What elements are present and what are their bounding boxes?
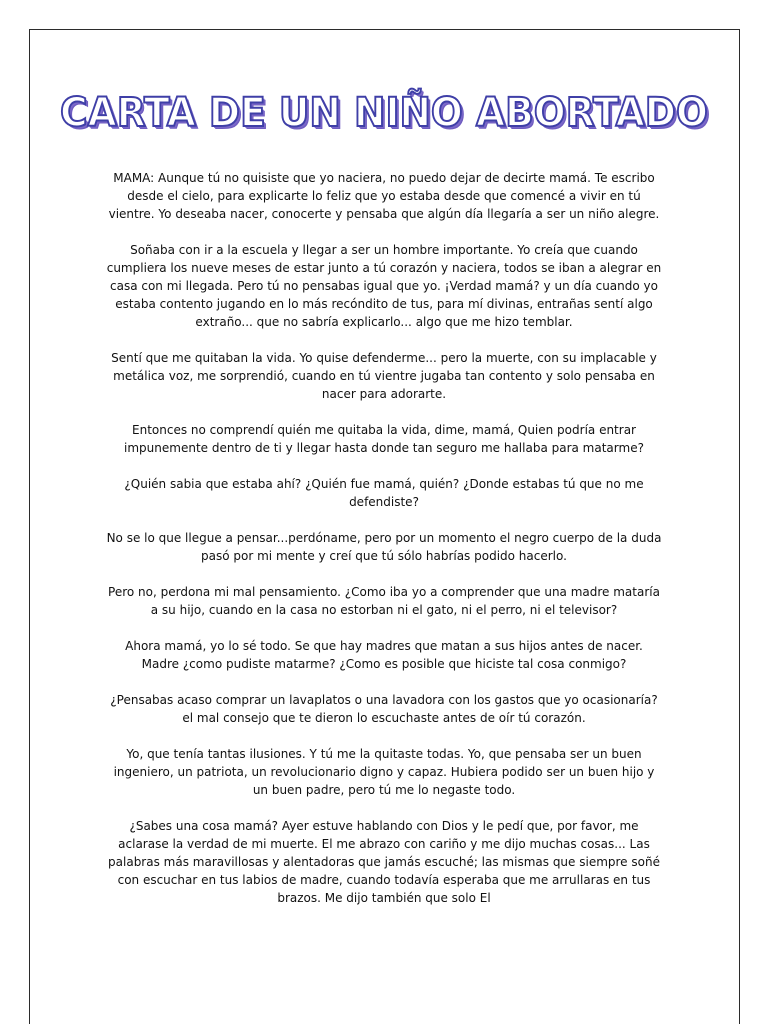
paragraph-5: ¿Quién sabia que estaba ahí? ¿Quién fue mamá, quién? ¿Donde estabas tú que no me defendiste? bbox=[124, 477, 644, 509]
paragraph-9: ¿Pensabas acaso comprar un lavaplatos o una lavadora con los gastos que yo ocasionaría? el mal consejo que te dieron lo escuchaste antes de oír tú corazón. bbox=[110, 693, 658, 725]
paragraph-2: Soñaba con ir a la escuela y llegar a ser un hombre importante. Yo creía que cuando cumpliera los nueve meses de estar junto a tú corazón y naciera, todos se iban a alegrar en casa con mi llegada. Pero tú no pensabas igual que yo. ¡Verdad mamá? y un día cuando yo estaba contento jugando en lo más recóndito de tus, para mí divinas, entrañas sentí algo extraño... que no sabría explicarlo... algo que me hizo temblar. bbox=[106, 243, 662, 329]
paragraph-1: MAMA: Aunque tú no quisiste que yo naciera, no puedo dejar de decirte mamá. Te escribo desde el cielo, para explicarte lo feliz que yo estaba desde que comencé a vivir en tú vientre. Yo deseaba nacer, conocerte y pensaba que algún día llegaría a ser un niño alegre. bbox=[108, 171, 660, 221]
title-wordart: CARTA DE UN NIÑO ABORTADO bbox=[60, 90, 708, 136]
paragraph-11: ¿Sabes una cosa mamá? Ayer estuve hablando con Dios y le pedí que, por favor, me aclarase la verdad de mi muerte. El me abrazo con cariño y me dijo muchas cosas... Las palabras más maravillosas y alentadoras que jamás escuché; las mismas que siempre soñé con escuchar en tus labios de madre, cuando todavía esperaba que me arrullaras en tus brazos. Me dijo también que solo El bbox=[108, 819, 660, 905]
paragraph-8: Ahora mamá, yo lo sé todo. Se que hay madres que matan a sus hijos antes de nacer. Madre ¿como pudiste matarme? ¿Como es posible que hiciste tal cosa conmigo? bbox=[125, 639, 643, 671]
document-title bbox=[23, 90, 745, 136]
letter-body bbox=[106, 169, 662, 925]
paragraph-10: Yo, que tenía tantas ilusiones. Y tú me la quitaste todas. Yo, que pensaba ser un buen ingeniero, un patriota, un revolucionario digno y capaz. Hubiera podido ser un buen hijo y un buen padre, pero tú me lo negaste todo. bbox=[113, 747, 655, 797]
paragraph-7: Pero no, perdona mi mal pensamiento. ¿Como iba yo a comprender que una madre mataría a su hijo, cuando en la casa no estorban ni el gato, ni el perro, ni el televisor? bbox=[108, 585, 660, 617]
paragraph-4: Entonces no comprendí quién me quitaba la vida, dime, mamá, Quien podría entrar impunemente dentro de ti y llegar hasta donde tan seguro me hallaba para matarme? bbox=[124, 423, 644, 455]
paragraph-6: No se lo que llegue a pensar...perdóname, pero por un momento el negro cuerpo de la duda pasó por mi mente y creí que tú sólo habrías podido hacerlo. bbox=[106, 531, 662, 563]
paragraph-3: Sentí que me quitaban la vida. Yo quise defenderme... pero la muerte, con su implacable y metálica voz, me sorprendió, cuando en tú vientre jugaba tan contento y solo pensaba en nacer para adorarte. bbox=[111, 351, 657, 401]
